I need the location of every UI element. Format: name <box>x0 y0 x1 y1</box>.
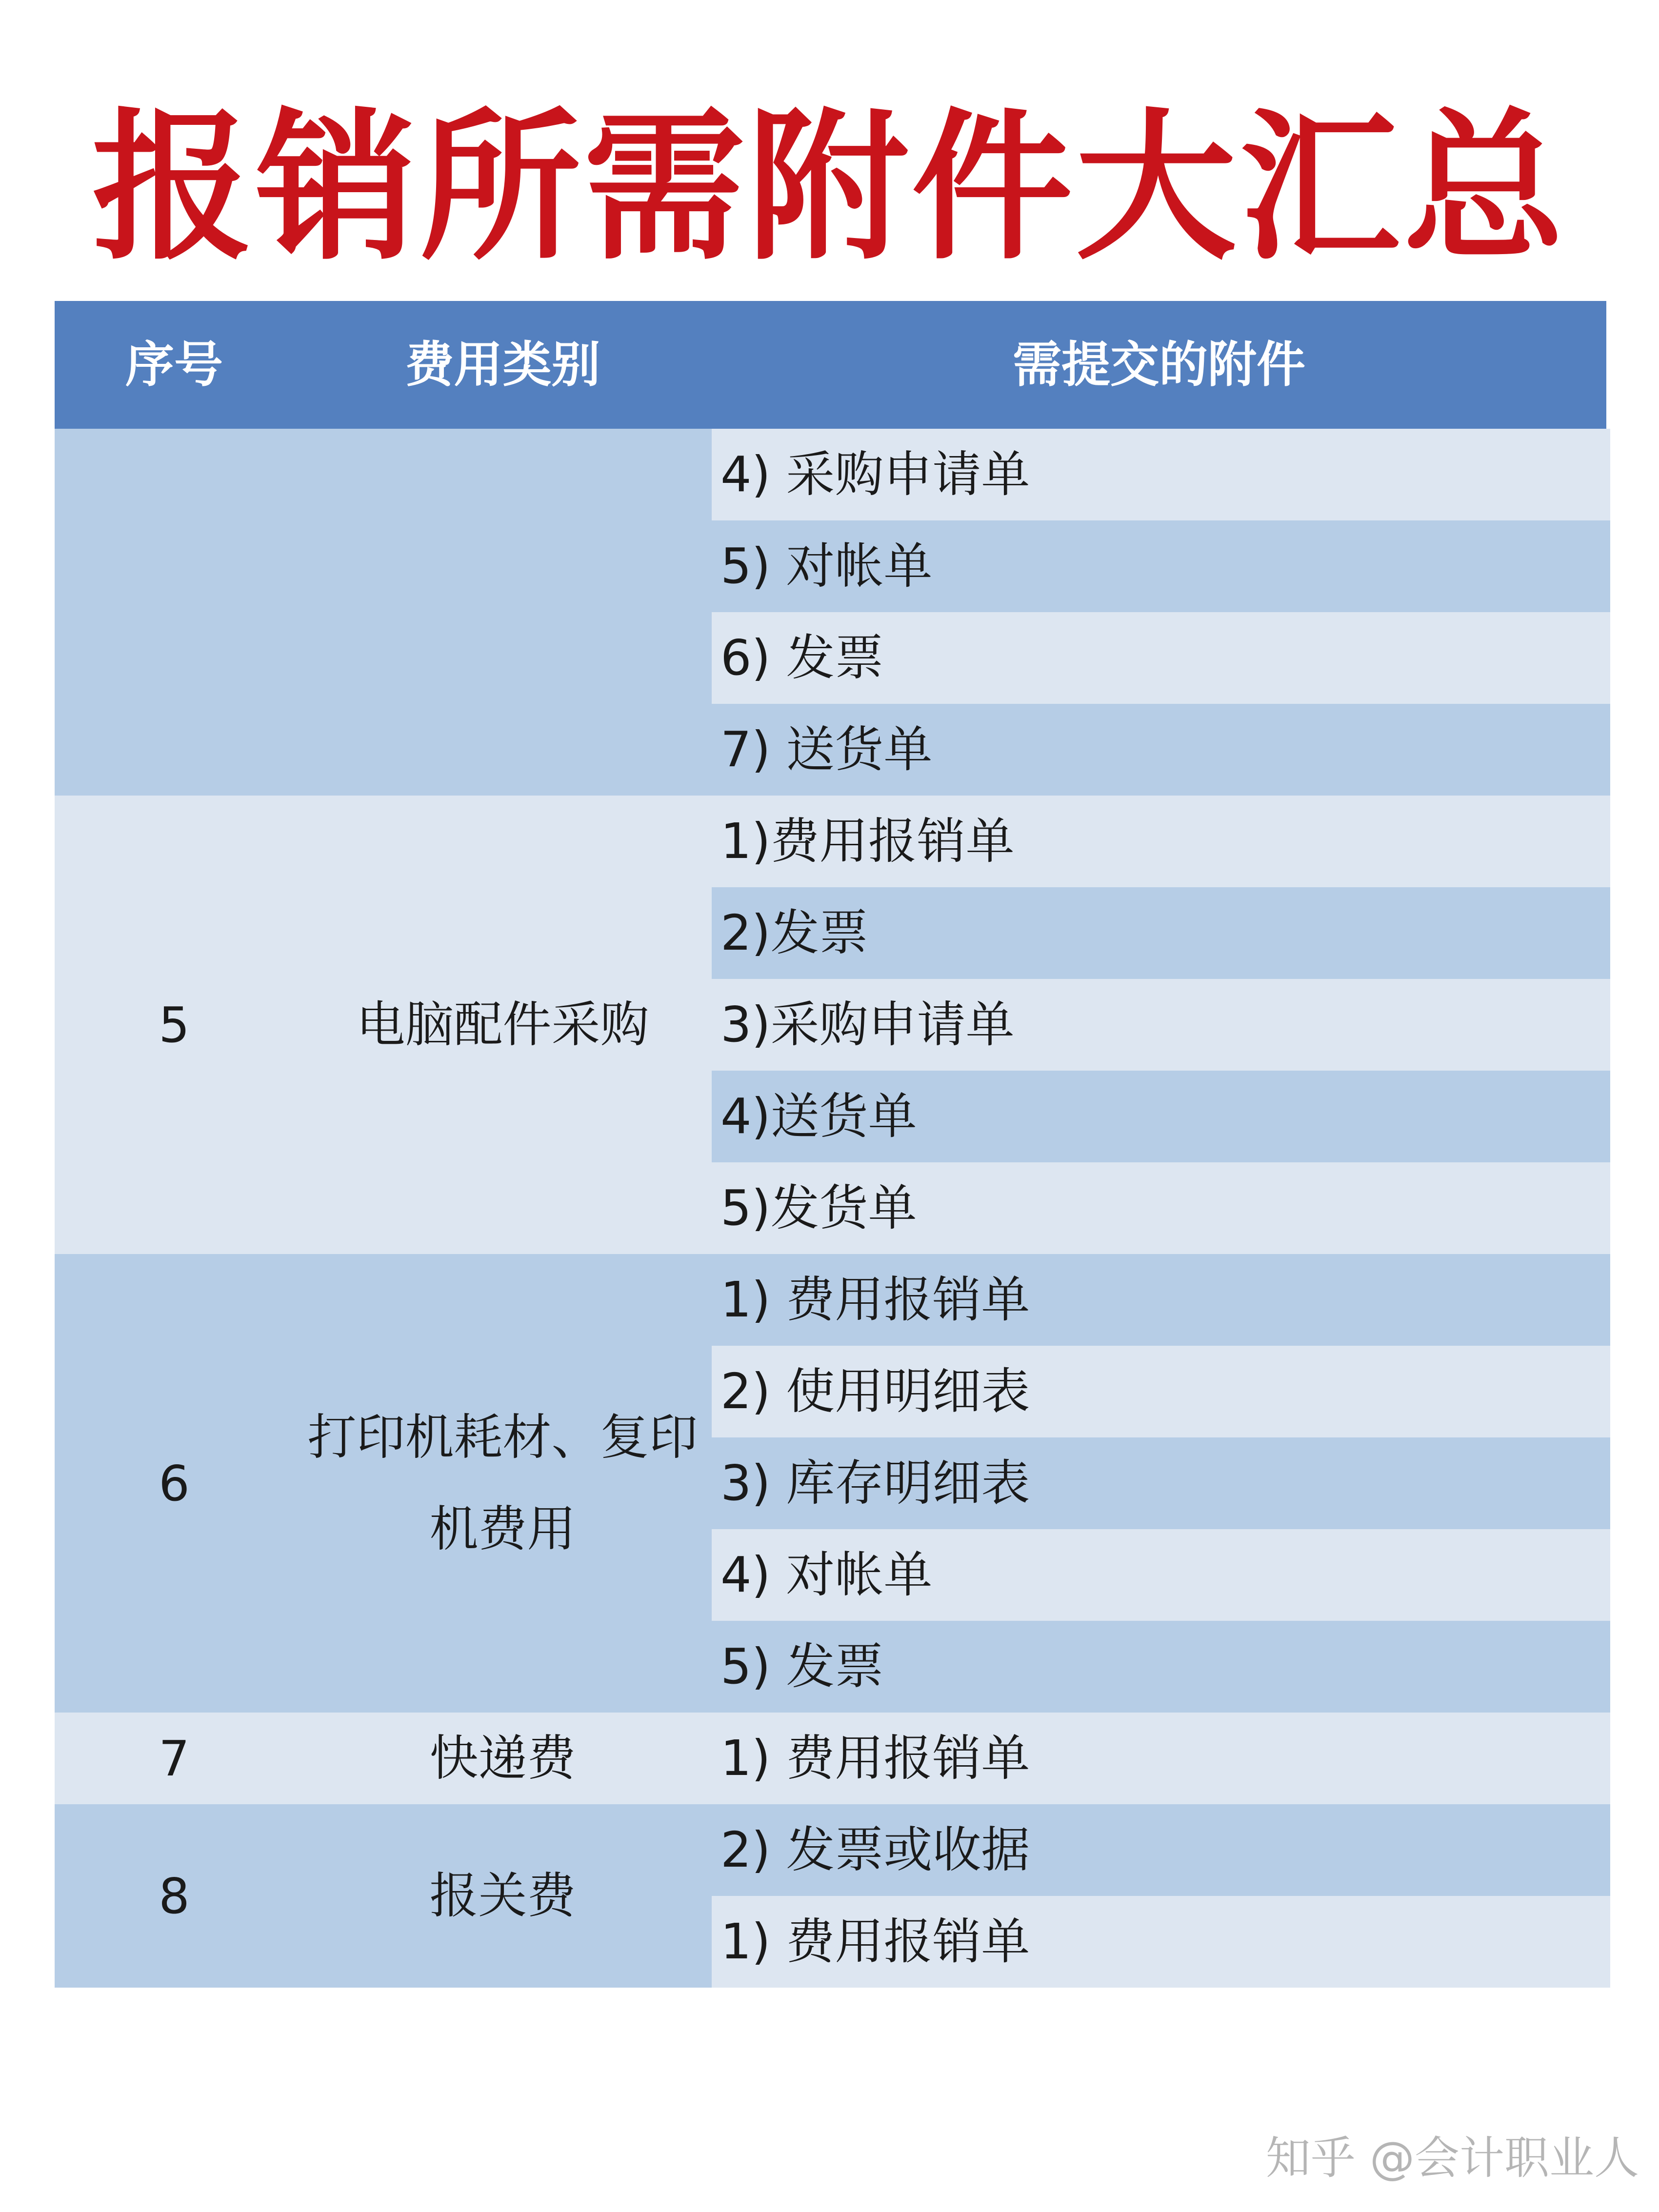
attachment-item: 1) 费用报销单 <box>712 1713 1610 1804</box>
attachment-item: 2) 使用明细表 <box>712 1346 1610 1437</box>
table-group-8 <box>55 1804 712 1988</box>
group-number: 8 <box>159 1867 190 1925</box>
group-number: 6 <box>159 1455 190 1512</box>
group-category: 快递费 <box>429 1730 576 1787</box>
table-group-5 <box>55 796 712 1254</box>
attachment-item: 3)采购申请单 <box>712 979 1610 1071</box>
group-category <box>294 1254 712 1713</box>
group-number: 7 <box>159 1730 190 1787</box>
attachment-item: 5) 对帐单 <box>712 520 1610 612</box>
attachment-item: 4)送货单 <box>712 1071 1610 1162</box>
group-number: 5 <box>159 996 190 1054</box>
attachment-item: 2)发票 <box>712 887 1610 979</box>
attachment-item: 3) 库存明细表 <box>712 1437 1610 1529</box>
attachment-item: 1)费用报销单 <box>712 796 1610 887</box>
group-category: 电脑配件采购 <box>356 996 649 1053</box>
table-header <box>55 301 1606 429</box>
table-group-continued <box>55 429 712 796</box>
attachment-item: 1) 费用报销单 <box>712 1254 1610 1346</box>
group-category-line: 机费用 <box>429 1500 576 1557</box>
table-group-7 <box>55 1713 712 1804</box>
page-title: 报销所需附件大汇总 <box>92 94 1567 281</box>
watermark: 知乎 @会计职业人 <box>1265 2132 1639 2184</box>
header-attachments: 需提交的附件 <box>1013 336 1305 393</box>
attachment-item: 4) 采购申请单 <box>712 429 1610 520</box>
table-group-6 <box>55 1254 712 1713</box>
group-category: 报关费 <box>429 1867 576 1924</box>
attachment-item: 6) 发票 <box>712 612 1610 704</box>
attachment-item: 2) 发票或收据 <box>712 1804 1610 1896</box>
attachment-item: 5)发货单 <box>712 1162 1610 1254</box>
header-number: 序号 <box>125 336 223 393</box>
attachment-item: 4) 对帐单 <box>712 1529 1610 1621</box>
group-number <box>55 429 294 796</box>
group-category-line: 打印机耗材、复印 <box>307 1409 698 1466</box>
attachment-item: 5) 发票 <box>712 1621 1610 1713</box>
group-category <box>294 429 712 796</box>
attachment-item: 1) 费用报销单 <box>712 1896 1610 1988</box>
header-category: 费用类别 <box>405 336 600 393</box>
attachment-item: 7) 送货单 <box>712 704 1610 796</box>
